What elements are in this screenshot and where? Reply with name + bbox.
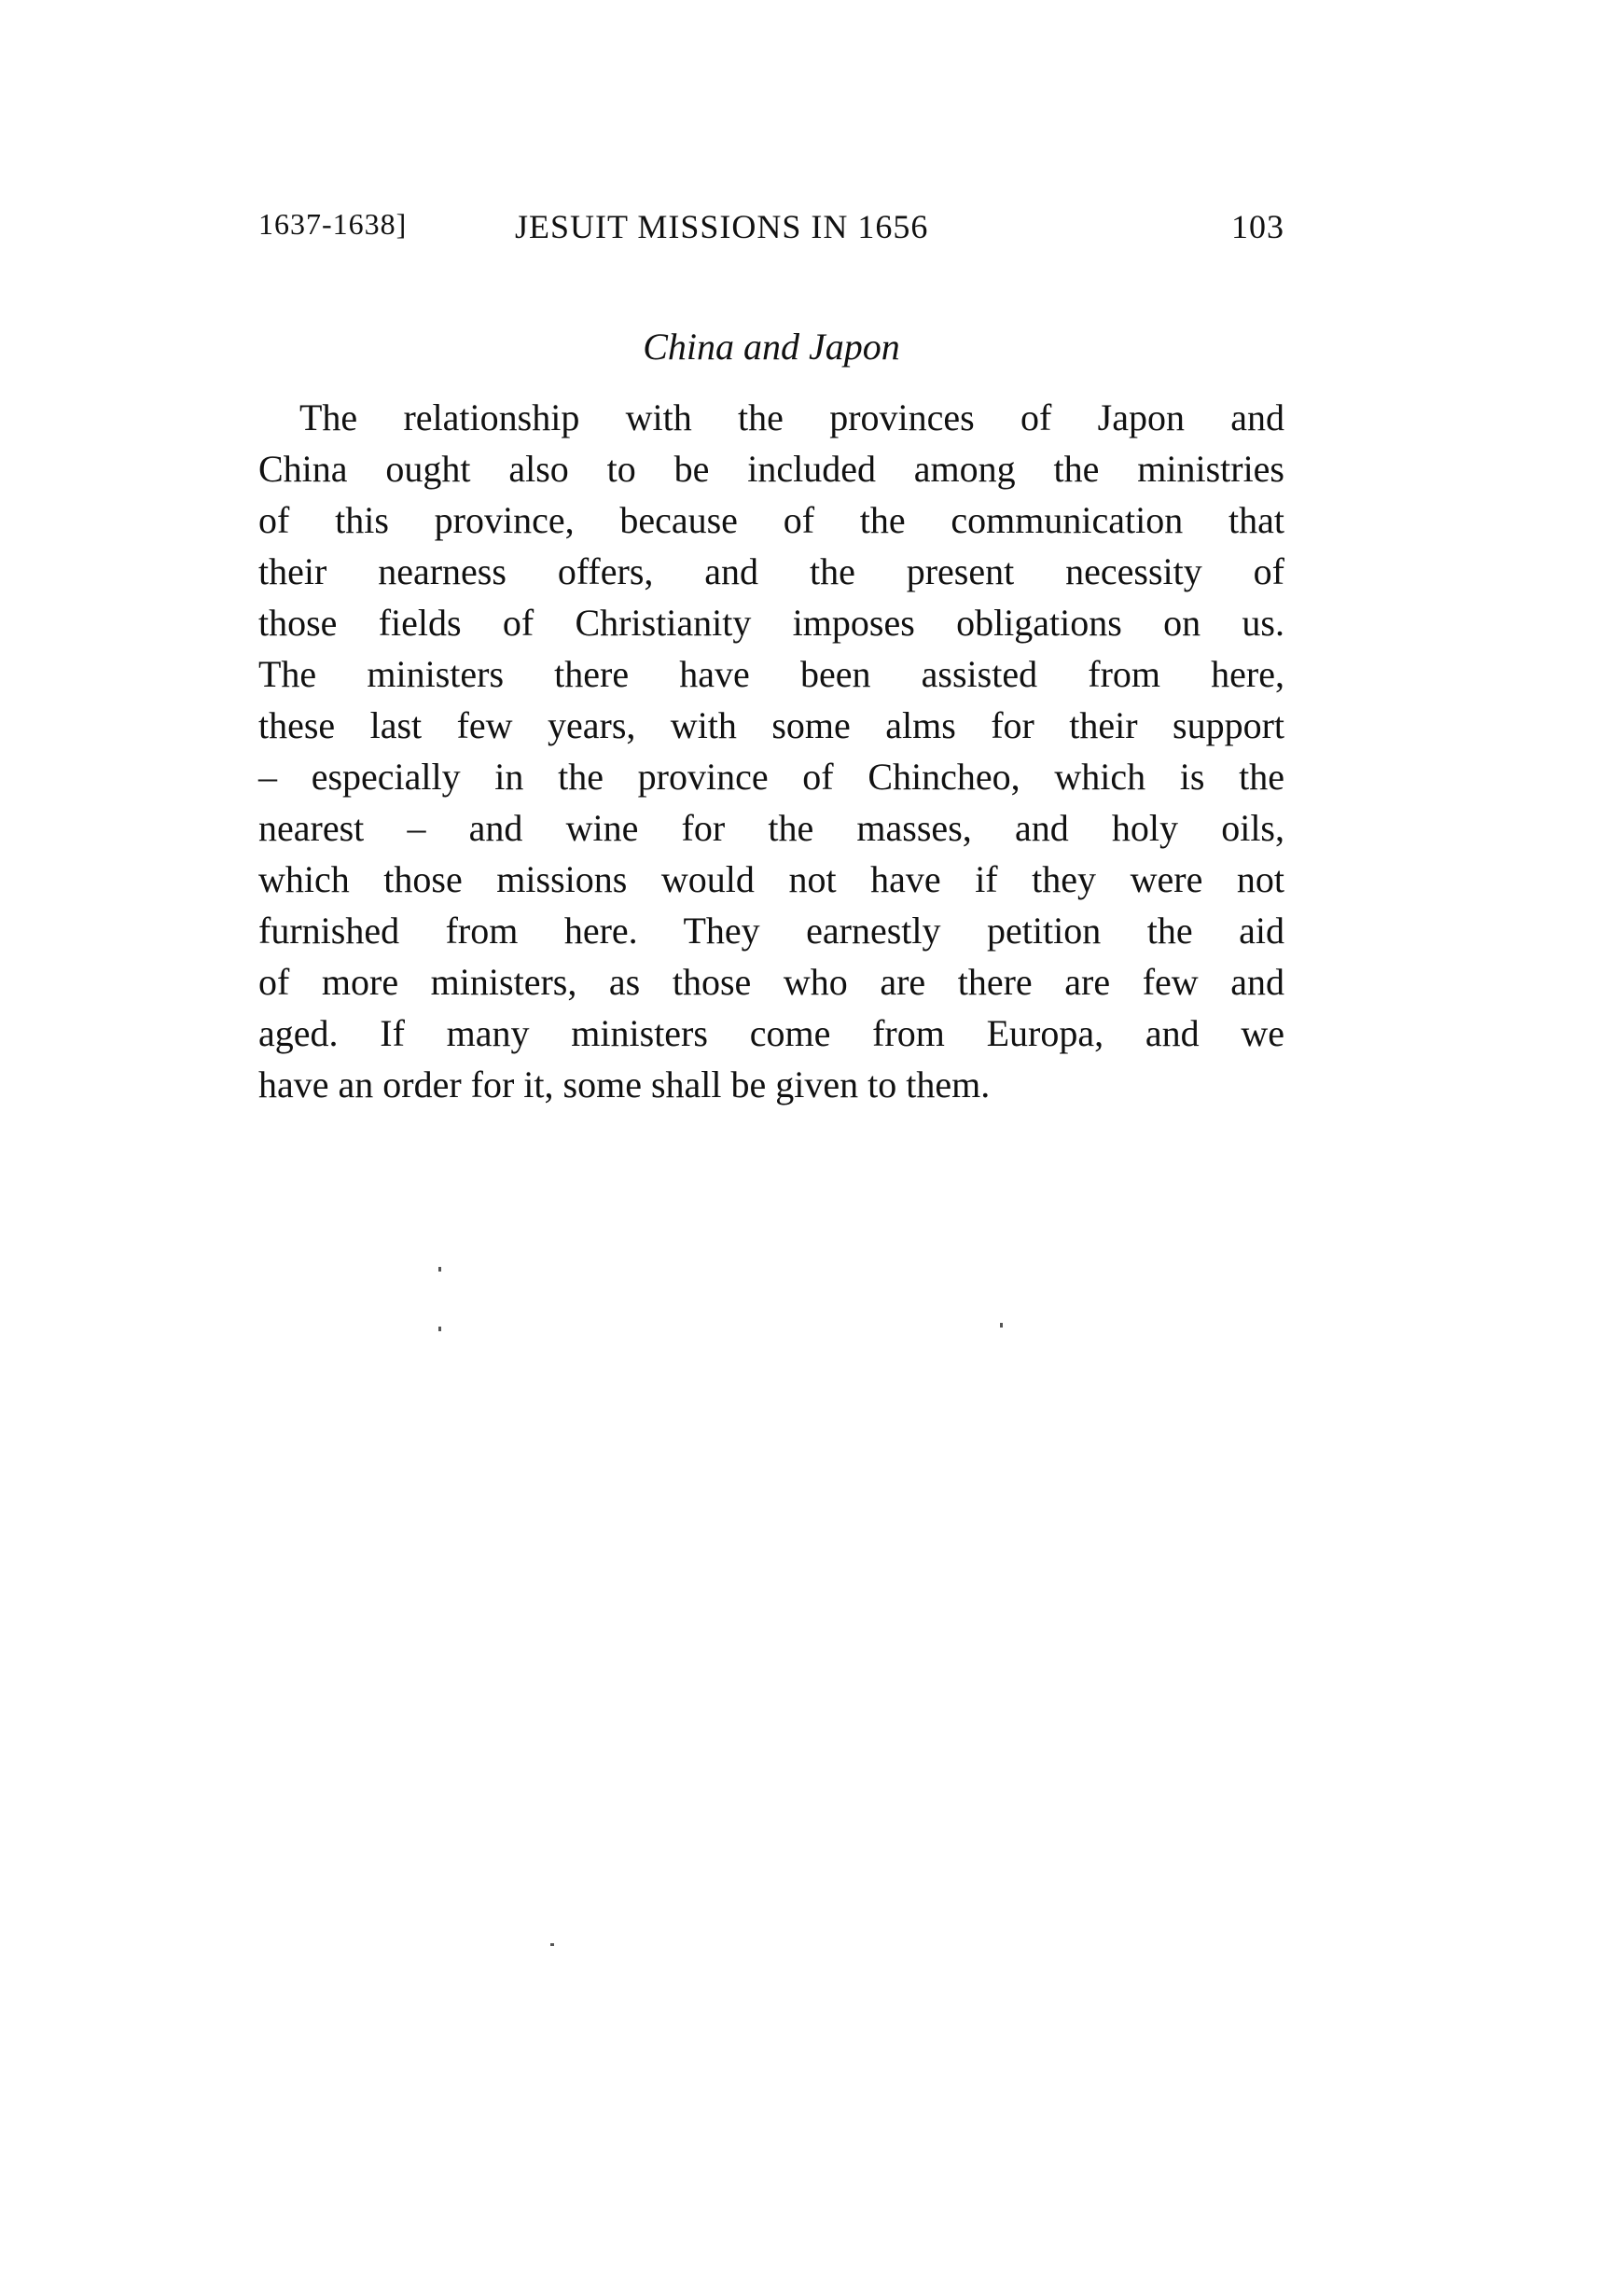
scan-speck xyxy=(438,1327,441,1331)
section-title: China and Japon xyxy=(643,326,900,368)
text-line: of this province, because of the communication that xyxy=(258,499,1284,541)
scan-speck xyxy=(1000,1323,1003,1328)
header-date-range: 1637-1638] xyxy=(258,207,408,241)
running-header xyxy=(258,207,1284,254)
text-line: those fields of Christianity imposes obligations on us. xyxy=(258,602,1284,644)
text-line: The ministers there have been assisted from here, xyxy=(258,653,1284,695)
text-line: – especially in the province of Chincheo, which is the xyxy=(258,756,1284,798)
text-line: which those missions would not have if they were not xyxy=(258,858,1284,900)
page-number: 103 xyxy=(1231,208,1284,245)
text-line: aged. If many ministers come from Europa, and we xyxy=(258,1012,1284,1054)
text-line: China ought also to be included among the ministries xyxy=(258,448,1284,490)
body-text xyxy=(258,392,1284,1110)
header-title: JESUIT MISSIONS IN 1656 xyxy=(515,208,929,245)
text-line: furnished from here. They earnestly petition the aid xyxy=(258,910,1284,952)
text-line: have an order for it, some shall be given to them. xyxy=(258,1064,991,1105)
scan-speck xyxy=(550,1943,554,1946)
text-line: The relationship with the provinces of Japon and xyxy=(299,396,1284,438)
text-line: nearest – and wine for the masses, and holy oils, xyxy=(258,807,1284,849)
text-line: of more ministers, as those who are there are few and xyxy=(258,961,1284,1003)
text-line: these last few years, with some alms for their support xyxy=(258,704,1284,746)
scan-speck xyxy=(438,1267,441,1272)
text-line: their nearness offers, and the present necessity of xyxy=(258,550,1284,592)
